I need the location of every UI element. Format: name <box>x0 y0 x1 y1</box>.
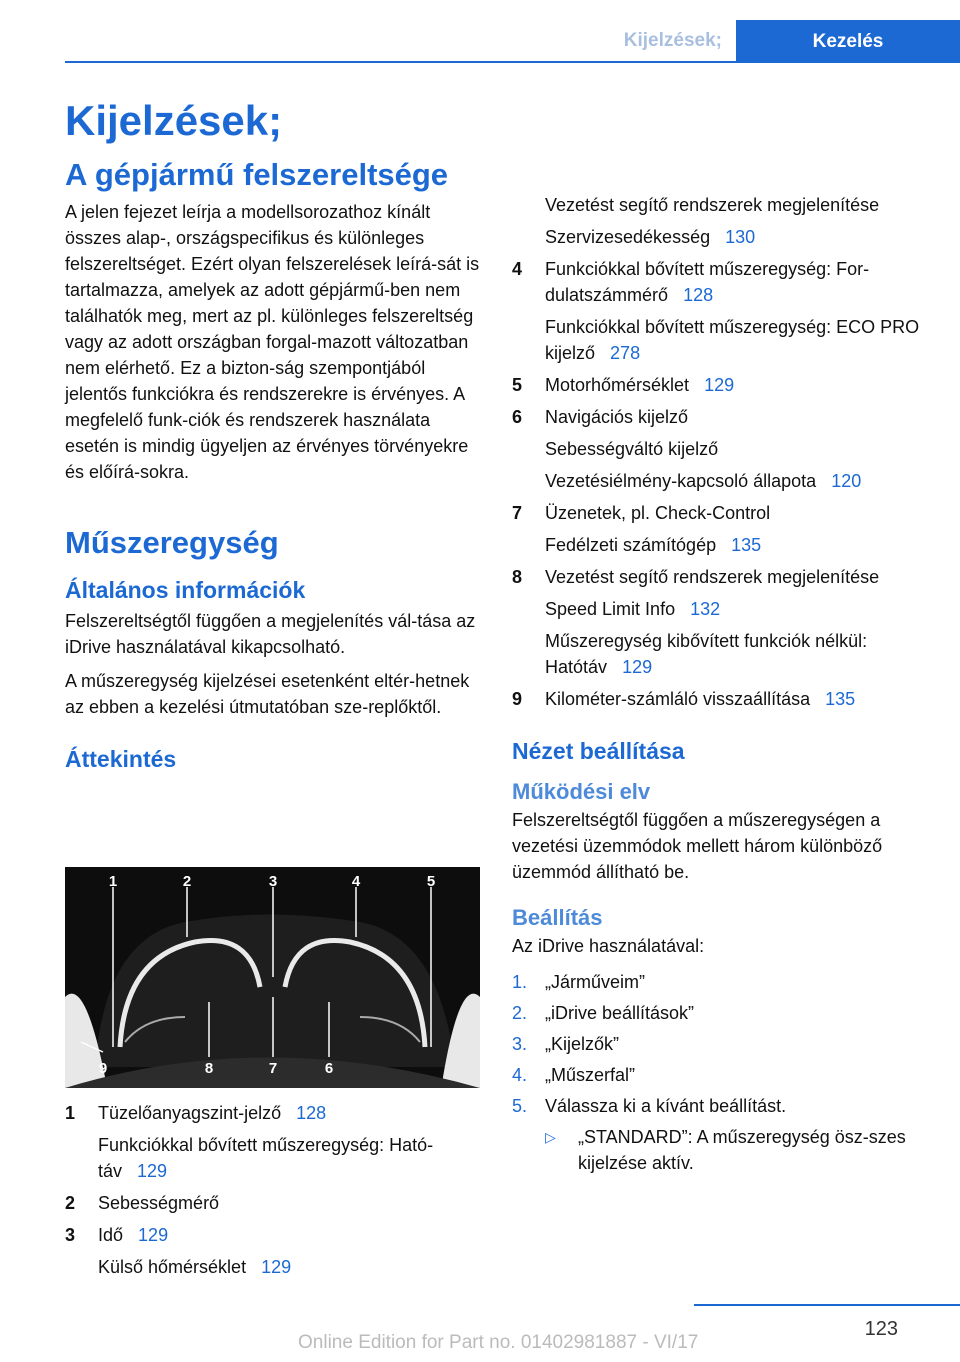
instrument-cluster-figure <box>65 867 480 1088</box>
page-ref-link[interactable]: 129 <box>704 375 735 395</box>
standard-option: ▷ „STANDARD”: A műszeregység ösz-szes kijelzése aktív. <box>545 1124 932 1176</box>
triangle-bullet-icon: ▷ <box>545 1129 556 1145</box>
steps-list <box>512 969 932 1176</box>
equipment-heading: A gépjármű felszereltsége <box>65 157 449 192</box>
page-header <box>0 0 960 62</box>
page-ref-link[interactable]: 129 <box>137 1161 168 1181</box>
fig-label-2: 2 <box>182 873 192 890</box>
principle-heading: Működési elv <box>512 779 651 804</box>
legend-item-7: 7 Üzenetek, pl. Check-Control Fedélzeti számítógép 135 <box>512 503 771 555</box>
intro-paragraph: A jelen fejezet leírja a modellsorozathoz kínált összes alap-, országspecifikus és különleges felszereltséget. Ezért olyan felszerelések leírá-sát is tartalmazza, amelyek az adott gépjármű-ben nem találhatók meg, mert az pl. különleges felszereltség vagy az adott országban forgal-mazott változatban nem elérhető. Ez a bizton-ság szempontjából jelentős funkciókra és rendszerekre is érvényes. A megfelelő funk-ciók és rendszerek használata esetén is mindig ügyeljen az érvényes törvényekre és előírá-sokra. <box>65 202 480 482</box>
fig-label-8: 8 <box>204 1060 214 1077</box>
fig-label-4: 4 <box>351 873 361 890</box>
fig-label-3: 3 <box>268 873 278 890</box>
page-title: Kijelzések; <box>65 97 283 144</box>
general-info-heading: Általános információk <box>65 577 306 603</box>
page-ref-link[interactable]: 129 <box>138 1225 169 1245</box>
fig-label-1: 1 <box>108 873 118 890</box>
legend-item-2: 2 Sebességmérő <box>65 1193 220 1213</box>
footer-rule <box>694 1304 960 1306</box>
page-ref-link[interactable]: 132 <box>690 599 721 619</box>
cluster-illustration <box>65 867 480 1088</box>
fig-label-7: 7 <box>268 1060 278 1077</box>
header-tab-operation[interactable]: Kezelés <box>736 20 960 63</box>
page-ref-link[interactable]: 129 <box>622 657 653 677</box>
fig-label-6: 6 <box>324 1060 334 1077</box>
legend-item-9: 9 Kilométer-számláló visszaállítása 135 <box>512 689 856 709</box>
setting-heading: Beállítás <box>512 905 603 930</box>
legend-item-3: 3 Idő 129 Külső hőmérséklet 129 <box>65 1225 292 1277</box>
right-column <box>512 192 932 1176</box>
step-item: 4. „Műszerfal” <box>512 1065 636 1085</box>
page-ref-link[interactable]: 128 <box>683 285 714 305</box>
view-settings-heading: Nézet beállítása <box>512 738 685 764</box>
legend-item-6: 6 Navigációs kijelző Sebességváltó kijelző Vezetésiélmény-kapcsoló állapota 120 <box>512 407 862 491</box>
step-item: 1. „Járműveim” <box>512 972 646 992</box>
page-ref-link[interactable]: 278 <box>610 343 641 363</box>
page-ref-link[interactable]: 129 <box>261 1257 292 1277</box>
legend-item-5: 5 Motorhőmérséklet 129 <box>512 375 735 395</box>
page-ref-link[interactable]: 135 <box>825 689 856 709</box>
step-item: 5. Válassza ki a kívánt beállítást. <box>512 1096 787 1116</box>
legend-item-4: 4 Funkciókkal bővített műszeregység: For-dulatszámmérő 128 Funkciókkal bővített műszeregység: ECO PRO kijelző 278 <box>512 259 920 363</box>
instrument-cluster-heading: Műszeregység <box>65 525 279 560</box>
page-ref-link[interactable]: 130 <box>725 227 756 247</box>
general-info-p2: A műszeregység kijelzései esetenként eltér-hetnek az ebben a kezelési útmutatóban sze-replőktől. <box>65 671 470 717</box>
fig-label-9: 9 <box>98 1060 108 1077</box>
page-ref-link[interactable]: 128 <box>296 1103 327 1123</box>
page-ref-link[interactable]: 120 <box>831 471 862 491</box>
fig-label-5: 5 <box>426 873 436 890</box>
step-item: 2. „iDrive beállítások” <box>512 1003 695 1023</box>
left-column <box>65 95 480 773</box>
general-info-p1: Felszereltségtől függően a megjelenítés vál-tása az iDrive használatával kikapcsolható. <box>65 611 476 657</box>
legend-item-1: 1 Tüzelőanyagszint-jelző 128 Funkciókkal bővített műszeregység: Ható-táv 129 <box>65 1103 434 1181</box>
header-rule <box>65 61 960 63</box>
legend-item-8: 8 Vezetést segítő rendszerek megjelenítése Speed Limit Info 132 Műszeregység kibővített funkciók nélkül: Hatótáv 129 <box>512 567 880 677</box>
page-number: 123 <box>864 1318 898 1340</box>
page-ref-link[interactable]: 135 <box>731 535 762 555</box>
step-item: 3. „Kijelzők” <box>512 1034 620 1054</box>
edition-watermark: Online Edition for Part no. 01402981887 - VI/17 <box>298 1332 699 1353</box>
principle-paragraph: Felszereltségtől függően a műszeregységen a vezetési üzemmódok mellett három különböző üzemmód állítható be. <box>512 810 883 882</box>
left-legend <box>65 1100 480 1286</box>
legend-item-3-cont: Vezetést segítő rendszerek megjelenítése Szervizesedékesség 130 <box>545 195 880 247</box>
setting-intro: Az iDrive használatával: <box>512 936 705 956</box>
overview-heading: Áttekintés <box>65 746 177 772</box>
header-tab-displays[interactable]: Kijelzések; <box>623 30 722 51</box>
